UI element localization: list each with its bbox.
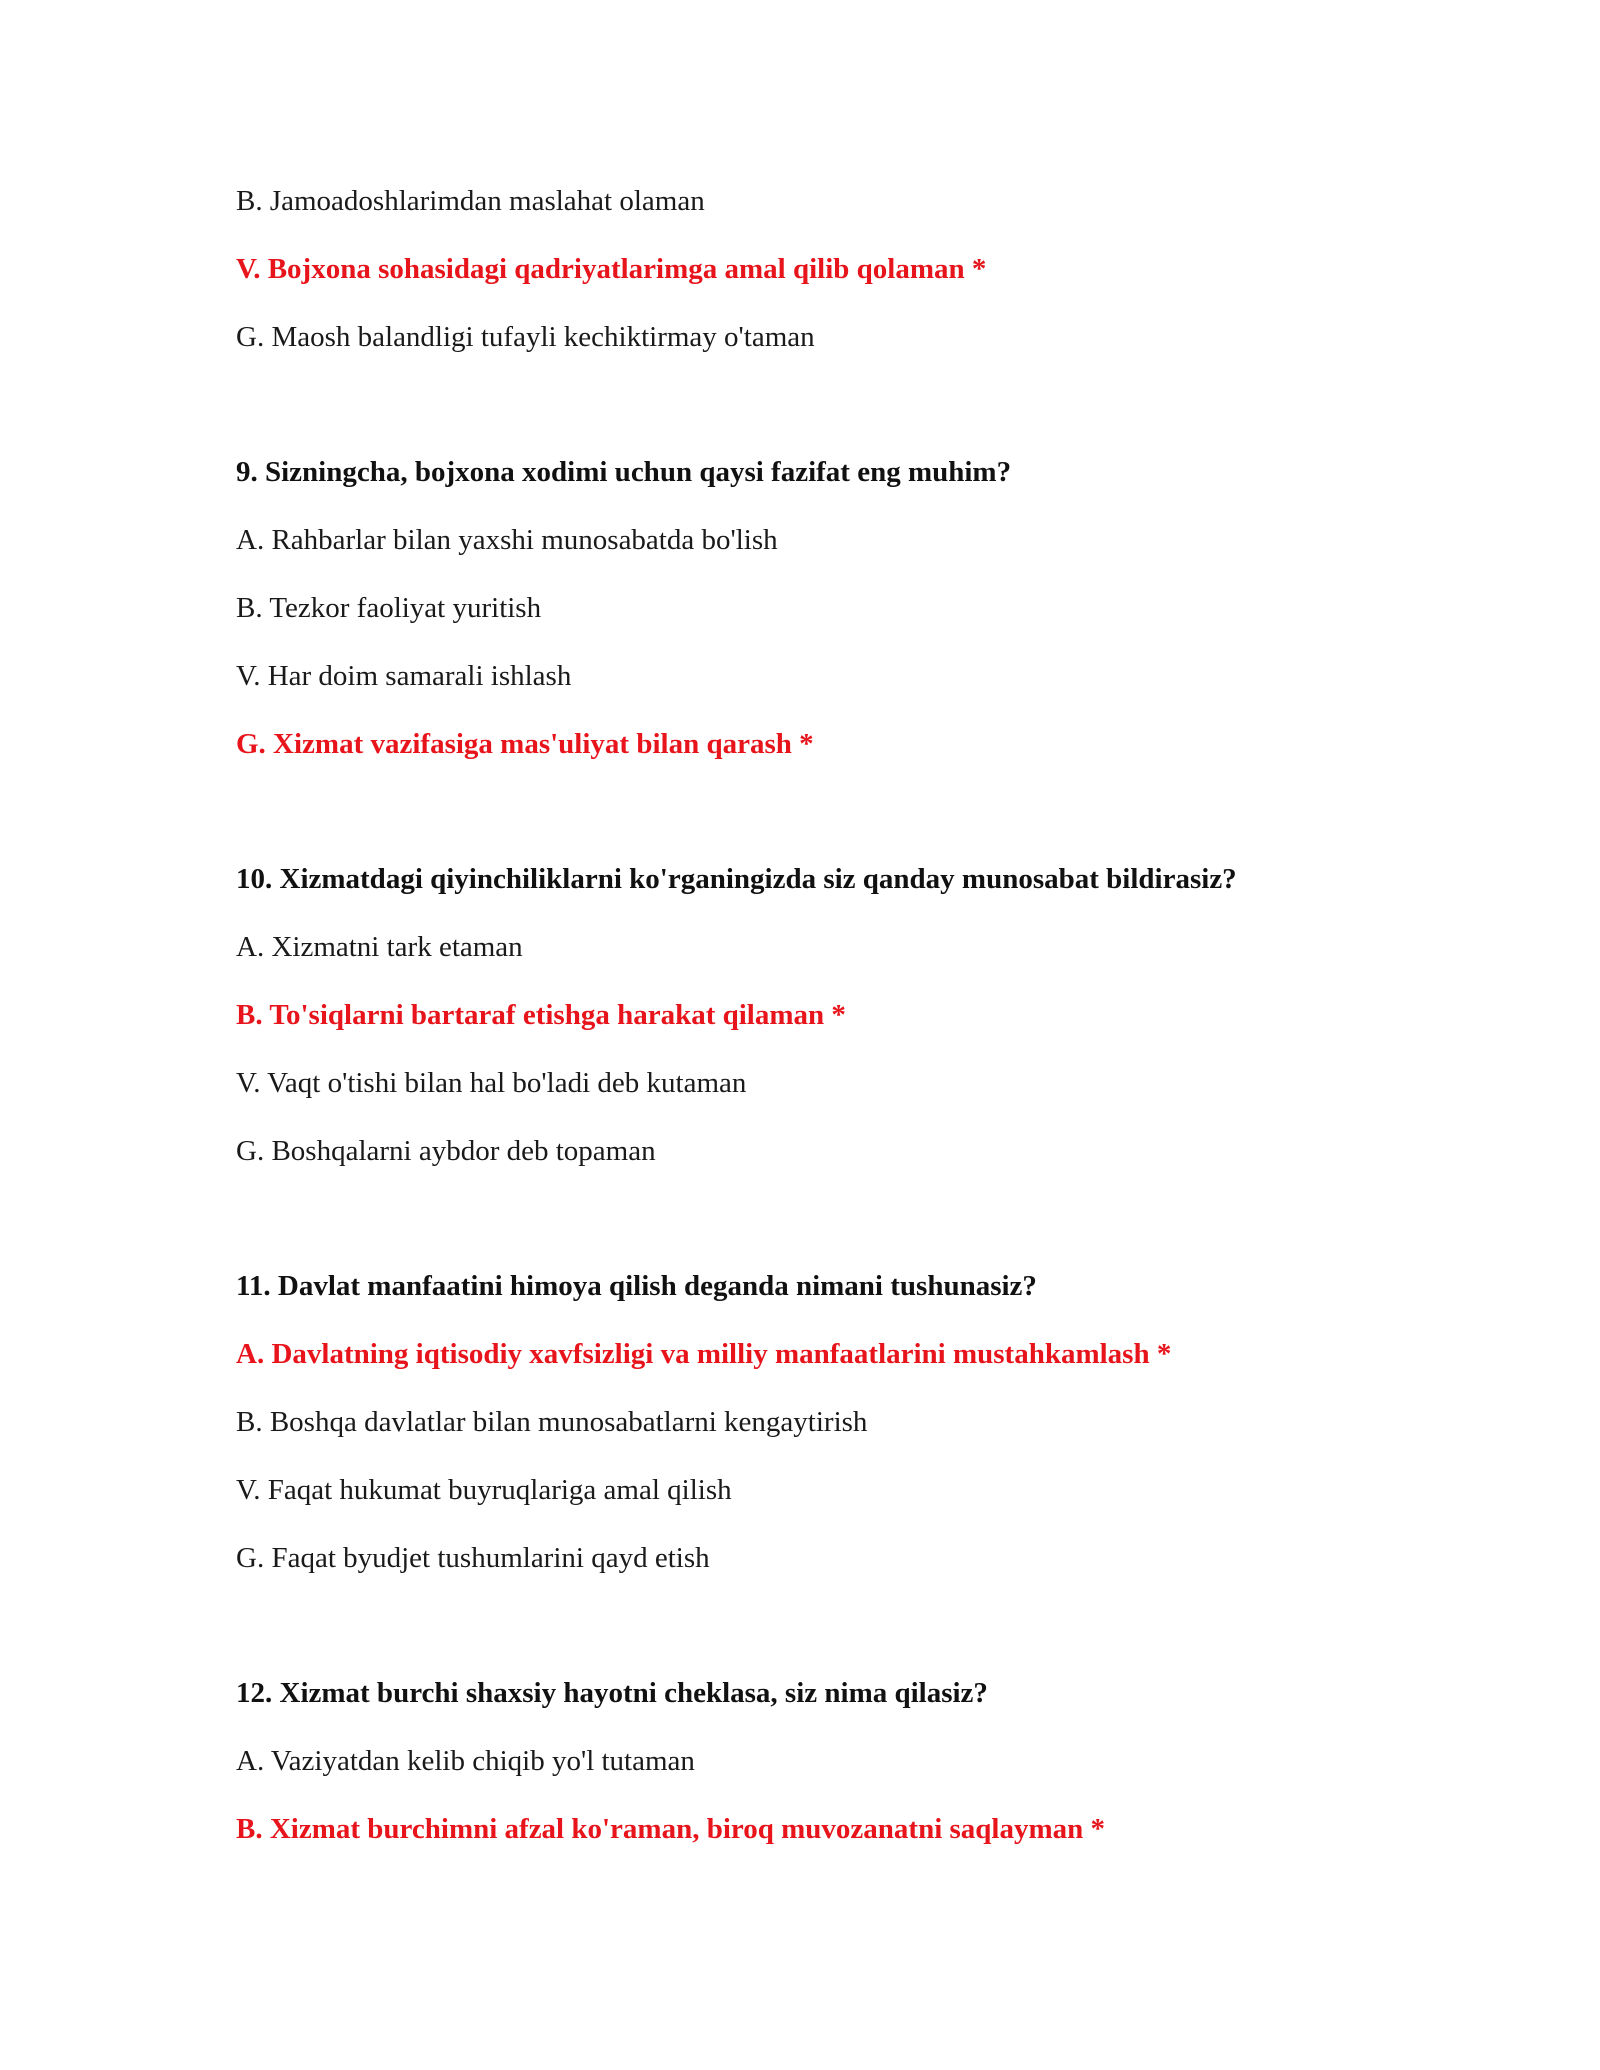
option-11-g: G. Faqat byudjet tushumlarini qayd etish [236, 1542, 710, 1574]
option-12-a: A. Vaziyatdan kelib chiqib yo'l tutaman [236, 1745, 695, 1777]
question-block-11 [236, 1269, 1436, 1575]
option-9-g-correct: G. Xizmat vazifasiga mas'uliyat bilan qarash * [236, 728, 814, 760]
question-block-8-continued [236, 184, 1436, 354]
question-11: 11. Davlat manfaatini himoya qilish deganda nimani tushunasiz? [236, 1270, 1037, 1302]
document-page [236, 184, 1436, 1880]
question-9: 9. Sizningcha, bojxona xodimi uchun qaysi fazifat eng muhim? [236, 456, 1012, 488]
question-12: 12. Xizmat burchi shaxsiy hayotni cheklasa, siz nima qilasiz? [236, 1677, 988, 1709]
option-9-b: B. Tezkor faoliyat yuritish [236, 592, 542, 624]
option-10-b-correct: B. To'siqlarni bartaraf etishga harakat qilaman * [236, 999, 846, 1031]
option-11-v: V. Faqat hukumat buyruqlariga amal qilish [236, 1474, 732, 1506]
question-block-10 [236, 862, 1436, 1168]
question-10: 10. Xizmatdagi qiyinchiliklarni ko'rganingizda siz qanday munosabat bildirasiz? [236, 863, 1237, 895]
option-11-a-correct: A. Davlatning iqtisodiy xavfsizligi va milliy manfaatlarini mustahkamlash * [236, 1338, 1172, 1370]
question-block-12 [236, 1676, 1436, 1846]
option-8-b: B. Jamoadoshlarimdan maslahat olaman [236, 185, 705, 217]
option-10-v: V. Vaqt o'tishi bilan hal bo'ladi deb kutaman [236, 1067, 747, 1099]
option-11-b: B. Boshqa davlatlar bilan munosabatlarni kengaytirish [236, 1406, 868, 1438]
option-10-g: G. Boshqalarni aybdor deb topaman [236, 1135, 656, 1167]
option-9-v: V. Har doim samarali ishlash [236, 660, 572, 692]
option-8-g: G. Maosh balandligi tufayli kechiktirmay o'taman [236, 321, 815, 353]
option-10-a: A. Xizmatni tark etaman [236, 931, 523, 963]
option-12-b-correct: B. Xizmat burchimni afzal ko'raman, biroq muvozanatni saqlayman * [236, 1813, 1106, 1845]
option-9-a: A. Rahbarlar bilan yaxshi munosabatda bo'lish [236, 524, 778, 556]
option-8-v-correct: V. Bojxona sohasidagi qadriyatlarimga amal qilib qolaman * [236, 253, 987, 285]
question-block-9 [236, 455, 1436, 761]
